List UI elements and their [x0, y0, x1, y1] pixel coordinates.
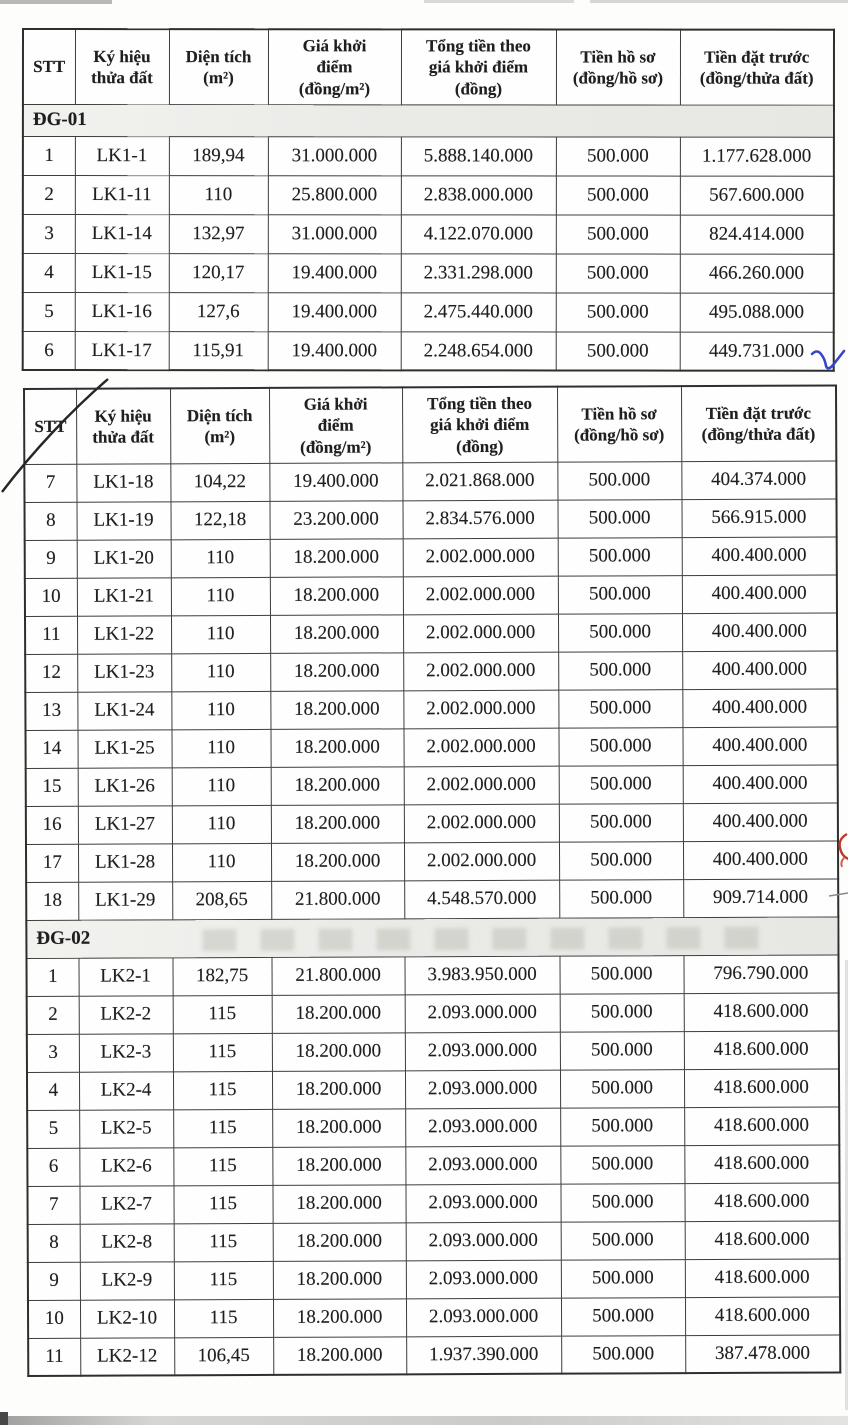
cell-stt: 3 [27, 1034, 79, 1072]
cell-tong-tien-theo-gia-khoi-diem: 2.093.000.000 [405, 1108, 560, 1147]
cell-dien-tich: 115 [173, 1109, 272, 1147]
table-row [26, 841, 838, 883]
cell-tien-ho-so: 500.000 [556, 215, 680, 254]
section-label: ĐG-01 [23, 104, 834, 137]
cell-tien-ho-so: 500.000 [559, 841, 683, 880]
cell-stt: 15 [26, 768, 78, 806]
cell-tien-dat-truoc: 495.088.000 [680, 293, 834, 332]
cell-ky-hieu-thua-dat: LK1-19 [76, 502, 170, 540]
cell-tien-dat-truoc: 400.400.000 [682, 537, 837, 576]
cell-tien-dat-truoc: 418.600.000 [684, 1069, 839, 1108]
cell-tien-dat-truoc: 418.600.000 [684, 1145, 839, 1184]
cell-tien-dat-truoc: 400.400.000 [683, 841, 838, 880]
cell-dien-tich: 106,45 [174, 1337, 273, 1375]
cell-stt: 4 [23, 253, 75, 292]
section-label: ĐG-02 [26, 917, 838, 959]
cell-ky-hieu-thua-dat: LK1-29 [78, 882, 172, 920]
cell-gia-khoi-diem: 19.400.000 [268, 253, 401, 292]
table-row [27, 1107, 839, 1149]
cell-tong-tien-theo-gia-khoi-diem: 2.093.000.000 [405, 1070, 560, 1109]
cell-dien-tich: 110 [172, 805, 271, 843]
table-row [27, 993, 839, 1035]
cell-tien-dat-truoc: 567.600.000 [680, 176, 834, 215]
cell-dien-tich: 110 [171, 653, 270, 691]
cell-tien-dat-truoc: 449.731.000 [680, 332, 834, 371]
cell-tien-dat-truoc: 400.400.000 [682, 727, 837, 766]
cell-dien-tich: 182,75 [172, 957, 271, 995]
cell-ky-hieu-thua-dat: LK1-15 [75, 253, 169, 292]
cell-stt: 7 [27, 1186, 79, 1224]
column-header-tien-ho-so: Tiền hồ sơ (đồng/hồ sơ) [557, 386, 681, 462]
cell-dien-tich: 122,18 [170, 501, 269, 539]
table-row [26, 803, 838, 845]
table-row [24, 499, 836, 541]
scan-shadow-bottom [0, 1416, 848, 1425]
cell-tong-tien-theo-gia-khoi-diem: 2.002.000.000 [404, 842, 559, 881]
column-header-stt: STT [23, 29, 75, 104]
column-header-tien-ho-so: Tiền hồ sơ (đồng/hồ sơ) [556, 29, 680, 104]
cell-tien-dat-truoc: 466.260.000 [680, 254, 834, 293]
cell-stt: 9 [25, 540, 77, 578]
cell-stt: 6 [27, 1148, 79, 1186]
cell-dien-tich: 110 [172, 767, 271, 805]
cell-tien-ho-so: 500.000 [560, 993, 684, 1032]
cell-tien-dat-truoc: 400.400.000 [682, 613, 837, 652]
cell-tien-ho-so: 500.000 [558, 613, 682, 652]
cell-ky-hieu-thua-dat: LK1-24 [77, 692, 171, 730]
cell-tong-tien-theo-gia-khoi-diem: 2.093.000.000 [405, 1032, 560, 1071]
cell-stt: 12 [25, 654, 77, 692]
cell-ky-hieu-thua-dat: LK1-18 [76, 464, 170, 502]
red-pen-mark-edge [840, 834, 848, 859]
cell-gia-khoi-diem: 18.200.000 [270, 729, 403, 768]
cell-tien-dat-truoc: 418.600.000 [684, 993, 839, 1032]
cell-gia-khoi-diem: 23.200.000 [269, 501, 402, 540]
scan-smudge-top-right [590, 0, 848, 3]
cell-tong-tien-theo-gia-khoi-diem: 2.834.576.000 [402, 500, 557, 539]
cell-tien-ho-so: 500.000 [559, 955, 683, 994]
cell-ky-hieu-thua-dat: LK1-25 [77, 730, 171, 768]
cell-tien-ho-so: 500.000 [560, 1069, 684, 1108]
cell-tien-ho-so: 500.000 [559, 765, 683, 804]
table-row [24, 461, 836, 503]
table-row [23, 253, 834, 293]
cell-tien-ho-so: 500.000 [558, 727, 682, 766]
table-row [28, 1259, 840, 1301]
cell-ky-hieu-thua-dat: LK2-9 [80, 1262, 174, 1300]
cell-dien-tich: 115 [173, 1033, 272, 1071]
cell-tong-tien-theo-gia-khoi-diem: 2.002.000.000 [403, 690, 558, 729]
cell-tong-tien-theo-gia-khoi-diem: 2.002.000.000 [403, 614, 558, 653]
cell-dien-tich: 110 [171, 729, 270, 767]
cell-tien-dat-truoc: 824.414.000 [680, 215, 834, 254]
cell-tien-ho-so: 500.000 [558, 537, 682, 576]
cell-gia-khoi-diem: 18.200.000 [273, 1261, 406, 1300]
cell-ky-hieu-thua-dat: LK2-1 [78, 958, 172, 996]
cell-gia-khoi-diem: 25.800.000 [268, 175, 401, 214]
cell-stt: 17 [26, 844, 78, 882]
cell-tien-ho-so: 500.000 [560, 1031, 684, 1070]
cell-tong-tien-theo-gia-khoi-diem: 2.002.000.000 [403, 538, 558, 577]
cell-tong-tien-theo-gia-khoi-diem: 2.248.654.000 [401, 332, 556, 371]
cell-ky-hieu-thua-dat: LK1-14 [75, 214, 169, 253]
section-header-row [23, 104, 834, 137]
cell-tong-tien-theo-gia-khoi-diem: 2.093.000.000 [405, 1146, 560, 1185]
column-header-tong-tien-theo-gia-khoi-diem: Tổng tiền theo giá khởi điểm (đồng) [401, 29, 556, 104]
cell-dien-tich: 115 [174, 1261, 273, 1299]
table-row [25, 689, 837, 731]
cell-ky-hieu-thua-dat: LK1-17 [75, 331, 169, 370]
cell-stt: 2 [27, 996, 79, 1034]
cell-tien-ho-so: 500.000 [557, 499, 681, 538]
table-row [26, 765, 838, 807]
table-row [25, 727, 837, 769]
table-row [26, 955, 838, 997]
cell-tien-ho-so: 500.000 [557, 461, 681, 500]
cell-dien-tich: 127,6 [169, 292, 268, 331]
table-row [23, 136, 834, 176]
cell-tien-dat-truoc: 387.478.000 [685, 1335, 840, 1374]
column-header-gia-khoi-diem: Giá khởi điểm (đồng/m²) [269, 387, 402, 463]
table-row [23, 331, 834, 371]
cell-tien-ho-so: 500.000 [561, 1259, 685, 1298]
column-header-dien-tich: Diện tích (m²) [169, 29, 268, 104]
cell-stt: 2 [23, 175, 75, 214]
cell-gia-khoi-diem: 18.200.000 [273, 1223, 406, 1262]
cell-tien-dat-truoc: 404.374.000 [681, 461, 836, 500]
cell-stt: 3 [23, 214, 75, 253]
cell-tien-dat-truoc: 796.790.000 [683, 955, 838, 994]
cell-gia-khoi-diem: 18.200.000 [271, 843, 404, 882]
cell-gia-khoi-diem: 18.200.000 [272, 1033, 405, 1072]
cell-tong-tien-theo-gia-khoi-diem: 3.983.950.000 [404, 956, 559, 995]
cell-stt: 10 [28, 1300, 80, 1338]
table-row [27, 1183, 839, 1225]
cell-stt: 11 [28, 1338, 80, 1376]
cell-gia-khoi-diem: 18.200.000 [270, 691, 403, 730]
cell-stt: 11 [25, 616, 77, 654]
cell-tong-tien-theo-gia-khoi-diem: 5.888.140.000 [401, 137, 556, 176]
cell-ky-hieu-thua-dat: LK2-10 [80, 1300, 174, 1338]
cell-gia-khoi-diem: 21.800.000 [271, 881, 404, 920]
cell-tong-tien-theo-gia-khoi-diem: 2.331.298.000 [401, 254, 556, 293]
section-header-row [26, 917, 838, 959]
column-header-tien-dat-truoc: Tiền đặt trước (đồng/thửa đất) [680, 30, 834, 105]
table-row [23, 214, 834, 254]
cell-ky-hieu-thua-dat: LK1-21 [77, 578, 171, 616]
cell-stt: 4 [27, 1072, 79, 1110]
cell-tien-dat-truoc: 418.600.000 [685, 1259, 840, 1298]
cell-ky-hieu-thua-dat: LK1-11 [75, 175, 169, 214]
cell-tien-ho-so: 500.000 [560, 1183, 684, 1222]
cell-tong-tien-theo-gia-khoi-diem: 2.093.000.000 [406, 1222, 561, 1261]
cell-tong-tien-theo-gia-khoi-diem: 2.002.000.000 [403, 728, 558, 767]
red-pen-mark-edge-2 [841, 858, 844, 867]
table-row [25, 651, 837, 693]
cell-gia-khoi-diem: 18.200.000 [270, 577, 403, 616]
cell-tong-tien-theo-gia-khoi-diem: 2.002.000.000 [403, 652, 558, 691]
cell-tien-ho-so: 500.000 [559, 879, 683, 918]
bleed-through-ghost-text [202, 927, 762, 951]
cell-tien-ho-so: 500.000 [561, 1221, 685, 1260]
cell-dien-tich: 115,91 [169, 331, 268, 370]
table-row [27, 1145, 839, 1187]
table-row [23, 292, 834, 332]
cell-dien-tich: 115 [173, 995, 272, 1033]
cell-ky-hieu-thua-dat: LK2-4 [79, 1072, 173, 1110]
cell-dien-tich: 110 [171, 577, 270, 615]
cell-gia-khoi-diem: 18.200.000 [270, 539, 403, 578]
cell-tien-ho-so: 500.000 [558, 575, 682, 614]
cell-gia-khoi-diem: 18.200.000 [273, 1337, 406, 1376]
cell-ky-hieu-thua-dat: LK2-6 [79, 1148, 173, 1186]
cell-dien-tich: 104,22 [170, 463, 269, 501]
column-header-ky-hieu-thua-dat: Ký hiệu thửa đất [75, 29, 169, 104]
column-header-tien-dat-truoc: Tiền đặt trước (đồng/thửa đất) [681, 385, 836, 461]
cell-gia-khoi-diem: 18.200.000 [270, 615, 403, 654]
cell-gia-khoi-diem: 31.000.000 [268, 136, 401, 175]
cell-gia-khoi-diem: 18.200.000 [271, 767, 404, 806]
cell-tien-ho-so: 500.000 [560, 1107, 684, 1146]
cell-ky-hieu-thua-dat: LK1-22 [77, 616, 171, 654]
cell-gia-khoi-diem: 18.200.000 [272, 995, 405, 1034]
cell-ky-hieu-thua-dat: LK2-5 [79, 1110, 173, 1148]
column-header-tong-tien-theo-gia-khoi-diem: Tổng tiền theo giá khởi điểm (đồng) [402, 387, 557, 463]
cell-ky-hieu-thua-dat: LK1-1 [75, 136, 169, 175]
cell-tien-dat-truoc: 400.400.000 [683, 765, 838, 804]
cell-ky-hieu-thua-dat: LK1-16 [75, 292, 169, 331]
auction-price-table-page1 [22, 28, 835, 372]
cell-tien-dat-truoc: 418.600.000 [685, 1221, 840, 1260]
table-row [27, 1031, 839, 1073]
cell-stt: 8 [28, 1224, 80, 1262]
table-row [28, 1335, 840, 1377]
cell-stt: 10 [25, 578, 77, 616]
cell-stt: 8 [24, 502, 76, 540]
cell-tien-ho-so: 500.000 [560, 1145, 684, 1184]
cell-dien-tich: 110 [171, 539, 270, 577]
cell-gia-khoi-diem: 18.200.000 [272, 1071, 405, 1110]
auction-price-table-page2 [23, 384, 841, 1377]
cell-tien-dat-truoc: 909.714.000 [683, 879, 838, 918]
cell-tien-dat-truoc: 418.600.000 [684, 1107, 839, 1146]
cell-stt: 13 [25, 692, 77, 730]
scan-smudge-top-left [0, 0, 112, 4]
cell-dien-tich: 110 [171, 615, 270, 653]
cell-tien-dat-truoc: 418.600.000 [684, 1031, 839, 1070]
cell-ky-hieu-thua-dat: LK2-8 [80, 1224, 174, 1262]
table-row [25, 613, 837, 655]
cell-tien-dat-truoc: 566.915.000 [681, 499, 836, 538]
cell-tien-dat-truoc: 400.400.000 [682, 575, 837, 614]
cell-tien-ho-so: 500.000 [559, 803, 683, 842]
cell-tien-ho-so: 500.000 [558, 651, 682, 690]
cell-ky-hieu-thua-dat: LK2-7 [79, 1186, 173, 1224]
cell-tien-ho-so: 500.000 [556, 137, 680, 176]
cell-dien-tich: 115 [173, 1185, 272, 1223]
cell-tien-dat-truoc: 400.400.000 [682, 689, 837, 728]
cell-ky-hieu-thua-dat: LK2-3 [79, 1034, 173, 1072]
cell-gia-khoi-diem: 19.400.000 [268, 331, 401, 370]
cell-ky-hieu-thua-dat: LK1-20 [77, 540, 171, 578]
cell-gia-khoi-diem: 19.400.000 [268, 292, 401, 331]
cell-dien-tich: 110 [172, 843, 271, 881]
cell-tong-tien-theo-gia-khoi-diem: 2.475.440.000 [401, 293, 556, 332]
table-row [26, 879, 838, 921]
cell-dien-tich: 115 [173, 1071, 272, 1109]
cell-tong-tien-theo-gia-khoi-diem: 2.093.000.000 [406, 1260, 561, 1299]
cell-gia-khoi-diem: 18.200.000 [272, 1109, 405, 1148]
cell-dien-tich: 120,17 [169, 253, 268, 292]
column-header-gia-khoi-diem: Giá khởi điểm (đồng/m²) [268, 29, 401, 104]
cell-tien-dat-truoc: 418.600.000 [685, 1297, 840, 1336]
cell-gia-khoi-diem: 18.200.000 [272, 1185, 405, 1224]
cell-stt: 1 [23, 136, 75, 175]
cell-tien-ho-so: 500.000 [556, 293, 680, 332]
cell-tong-tien-theo-gia-khoi-diem: 2.021.868.000 [402, 462, 557, 501]
header-row [23, 29, 834, 105]
cell-gia-khoi-diem: 18.200.000 [270, 653, 403, 692]
table-row [25, 537, 837, 579]
cell-stt: 9 [28, 1262, 80, 1300]
cell-tong-tien-theo-gia-khoi-diem: 2.838.000.000 [401, 176, 556, 215]
cell-tong-tien-theo-gia-khoi-diem: 2.002.000.000 [404, 804, 559, 843]
header-row [24, 385, 836, 464]
column-header-dien-tich: Diện tích (m²) [170, 388, 269, 464]
cell-ky-hieu-thua-dat: LK2-12 [80, 1338, 174, 1376]
cell-tien-ho-so: 500.000 [556, 254, 680, 293]
cell-gia-khoi-diem: 31.000.000 [268, 214, 401, 253]
cell-stt: 5 [23, 292, 75, 331]
table-row [28, 1221, 840, 1263]
cell-dien-tich: 110 [169, 175, 268, 214]
table-row [25, 575, 837, 617]
cell-ky-hieu-thua-dat: LK1-28 [78, 844, 172, 882]
cell-stt: 7 [24, 464, 76, 502]
cell-tong-tien-theo-gia-khoi-diem: 2.002.000.000 [404, 766, 559, 805]
cell-dien-tich: 208,65 [172, 881, 271, 919]
cell-stt: 1 [26, 958, 78, 996]
cell-ky-hieu-thua-dat: LK1-26 [78, 768, 172, 806]
cell-tong-tien-theo-gia-khoi-diem: 1.937.390.000 [406, 1336, 561, 1375]
cell-stt: 5 [27, 1110, 79, 1148]
cell-ky-hieu-thua-dat: LK1-23 [77, 654, 171, 692]
cell-dien-tich: 110 [171, 691, 270, 729]
column-header-ky-hieu-thua-dat: Ký hiệu thửa đất [76, 388, 170, 464]
cell-tien-dat-truoc: 400.400.000 [683, 803, 838, 842]
cell-tong-tien-theo-gia-khoi-diem: 2.093.000.000 [406, 1298, 561, 1337]
table-row [23, 175, 834, 215]
table-row [28, 1297, 840, 1339]
cell-tien-ho-so: 500.000 [561, 1335, 685, 1374]
cell-tien-dat-truoc: 400.400.000 [682, 651, 837, 690]
cell-tien-ho-so: 500.000 [556, 332, 680, 371]
scan-smudge-top-middle [424, 0, 574, 3]
cell-stt: 16 [26, 806, 78, 844]
cell-dien-tich: 115 [173, 1147, 272, 1185]
cell-dien-tich: 189,94 [169, 136, 268, 175]
cell-ky-hieu-thua-dat: LK1-27 [78, 806, 172, 844]
cell-tien-ho-so: 500.000 [558, 689, 682, 728]
cell-dien-tich: 132,97 [169, 214, 268, 253]
cell-gia-khoi-diem: 18.200.000 [271, 805, 404, 844]
cell-ky-hieu-thua-dat: LK2-2 [79, 996, 173, 1034]
cell-stt: 14 [25, 730, 77, 768]
scan-artifact-corner-square [0, 1412, 8, 1425]
cell-tong-tien-theo-gia-khoi-diem: 2.093.000.000 [405, 994, 560, 1033]
table-row [27, 1069, 839, 1111]
cell-stt: 6 [23, 331, 75, 370]
cell-gia-khoi-diem: 19.400.000 [269, 463, 402, 502]
cell-gia-khoi-diem: 18.200.000 [273, 1299, 406, 1338]
cell-gia-khoi-diem: 18.200.000 [272, 1147, 405, 1186]
cell-tong-tien-theo-gia-khoi-diem: 4.548.570.000 [404, 880, 559, 919]
cell-tien-dat-truoc: 1.177.628.000 [680, 137, 834, 176]
cell-tong-tien-theo-gia-khoi-diem: 2.093.000.000 [405, 1184, 560, 1223]
cell-tien-ho-so: 500.000 [556, 176, 680, 215]
cell-stt: 18 [26, 882, 78, 920]
cell-dien-tich: 115 [174, 1223, 273, 1261]
cell-tong-tien-theo-gia-khoi-diem: 4.122.070.000 [401, 215, 556, 254]
cell-tien-ho-so: 500.000 [561, 1297, 685, 1336]
cell-dien-tich: 115 [174, 1299, 273, 1337]
column-header-stt: STT [24, 389, 76, 464]
cell-tien-dat-truoc: 418.600.000 [684, 1183, 839, 1222]
cell-tong-tien-theo-gia-khoi-diem: 2.002.000.000 [403, 576, 558, 615]
cell-gia-khoi-diem: 21.800.000 [271, 957, 404, 996]
